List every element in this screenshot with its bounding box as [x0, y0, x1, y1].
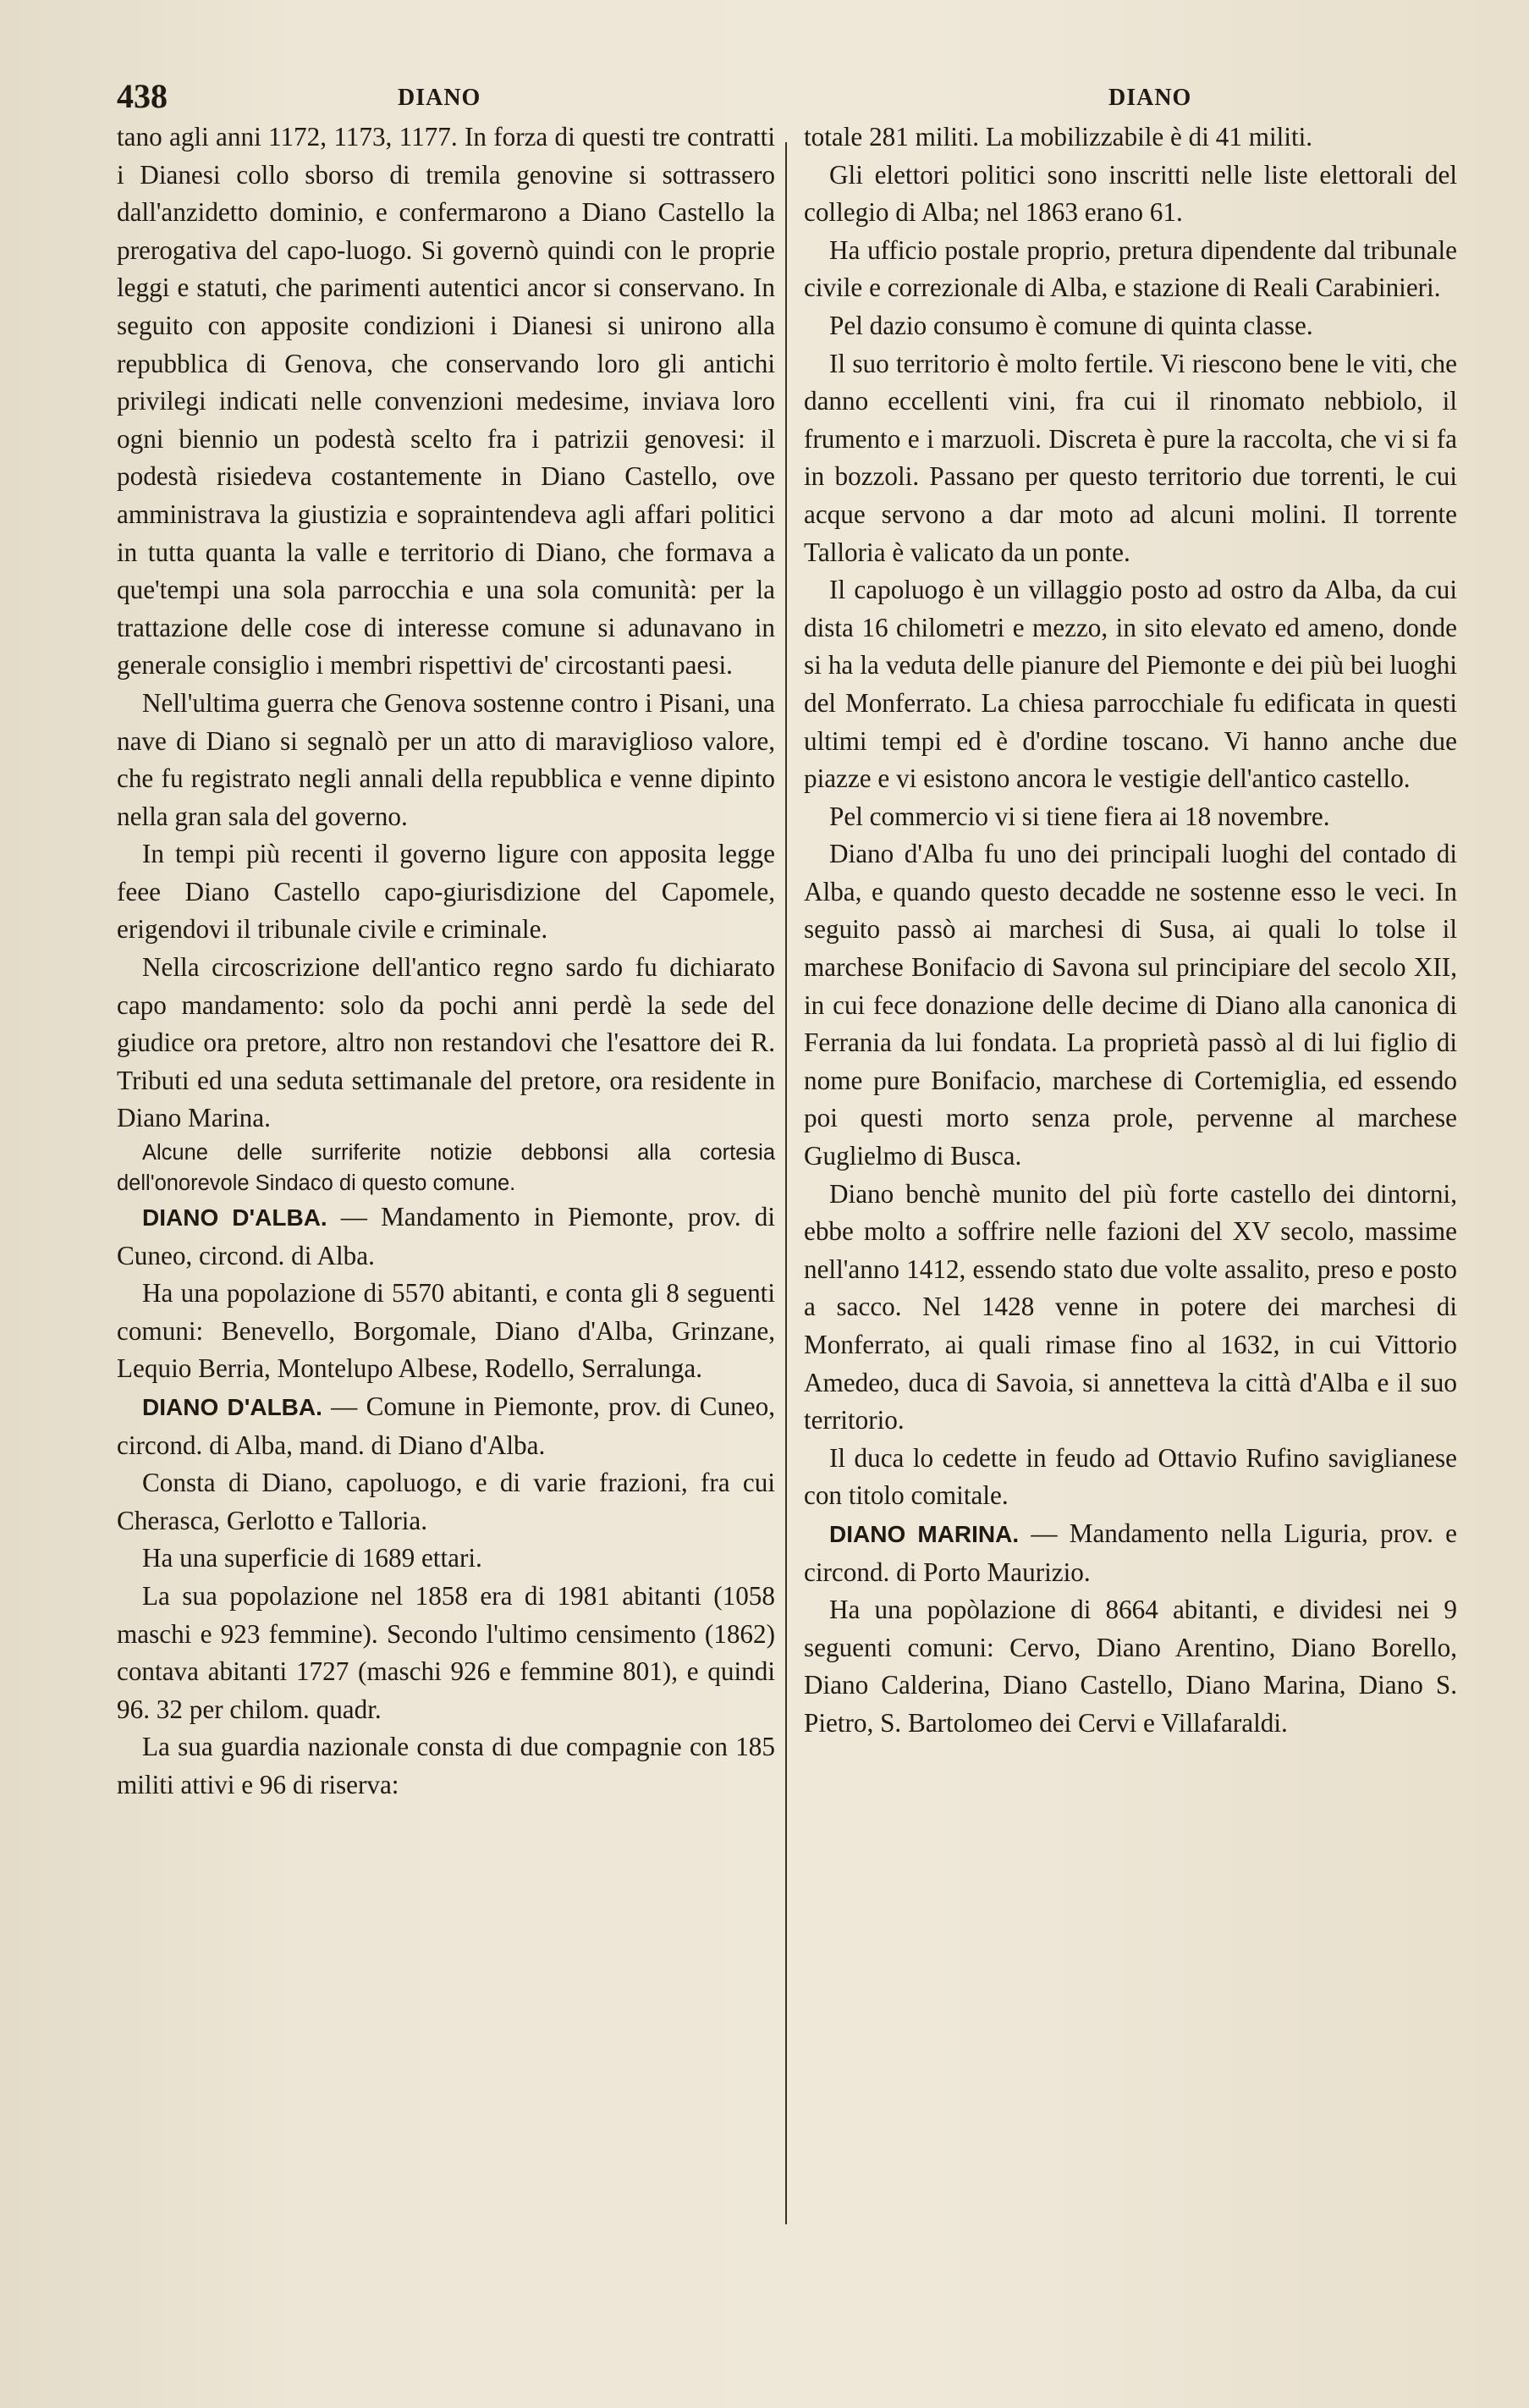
- page-number: 438: [117, 77, 168, 115]
- paragraph: Il duca lo cedette in feudo ad Ottavio Rufino saviglianese con titolo comitale.: [804, 1442, 1457, 1511]
- right-column: [804, 118, 1457, 1743]
- paragraph: Diano d'Alba fu uno dei principali luoghi del contado di Alba, e quando questo decadde ne sostenne esso le veci. In seguito passò ai marchesi di Susa, ai quali lo tolse il marchese Bonifacio di Savona sul principiare del secolo XII, in cui fece donazione delle decime di Diano alla canonica di Ferrania da lui fondata. La proprietà passò al di lui figlio di nome pure Bonifacio, marchese di Cortemiglia, ed essendo poi questi morto senza prole, pervenne al marchese Guglielmo di Busca.: [804, 839, 1457, 1171]
- footnote: Alcune delle surriferite notizie debbonsi alla cortesia dell'onorevole Sindaco di questo comune.: [117, 1141, 775, 1196]
- entry-paragraph: DIANO MARINA. — Mandamento nella Liguria, prov. e circond. di Porto Maurizio.: [804, 1518, 1457, 1587]
- paragraph: La sua guardia nazionale consta di due compagnie con 185 militi attivi e 96 di riserva:: [117, 1732, 775, 1799]
- paragraph: La sua popolazione nel 1858 era di 1981 abitanti (1058 maschi e 923 femmine). Secondo l'ultimo censimento (1862) contava abitanti 1727 (maschi 926 e femmine 801), e quindi 96. 32 per chilom. quadr.: [117, 1580, 775, 1724]
- column-divider: [785, 142, 787, 2224]
- paragraph: Il suo territorio è molto fertile. Vi riescono bene le viti, che danno eccellenti vini, fra cui il rinomato nebbiolo, il frumento e i marzuoli. Discreta è pure la raccolta, che vi si fa in bozzoli. Passano per questo territorio due torrenti, le cui acque servono a dar moto ad alcuni molini. Il torrente Talloria è valicato da un ponte.: [804, 348, 1457, 567]
- left-column: [117, 118, 775, 1805]
- paragraph: In tempi più recenti il governo ligure con apposita legge feee Diano Castello capo-giurisdizione del Capomele, erigendovi il tribunale civile e criminale.: [117, 839, 775, 945]
- paragraph: totale 281 militi. La mobilizzabile è di 41 militi.: [804, 122, 1313, 152]
- paragraph: Ha una superficie di 1689 ettari.: [142, 1543, 482, 1573]
- paragraph: Nella circoscrizione dell'antico regno sardo fu dichiarato capo mandamento: solo da pochi anni perdè la sede del giudice ora pretore, altro non restandovi che l'esattore dei R. Tributi ed una seduta settimanale del pretore, ora residente in Diano Marina.: [117, 952, 775, 1133]
- paragraph: Gli elettori politici sono inscritti nelle liste elettorali del collegio di Alba; nel 1863 erano 61.: [804, 159, 1457, 228]
- paragraph: Il capoluogo è un villaggio posto ad ostro da Alba, da cui dista 16 chilometri e mezzo, in sito elevato ed ameno, donde si ha la veduta delle pianure del Piemonte e dei più bei luoghi del Monferrato. La chiesa parrocchiale fu edificata in questi ultimi tempi ed è d'ordine toscano. Vi hanno anche due piazze e vi esistono ancora le vestigie dell'antico castello.: [804, 575, 1457, 794]
- paragraph: Consta di Diano, capoluogo, e di varie frazioni, fra cui Cherasca, Gerlotto e Talloria.: [117, 1468, 775, 1535]
- entry-heading: DIANO D'ALBA.: [142, 1204, 327, 1232]
- entry-heading: DIANO MARINA.: [829, 1520, 1020, 1547]
- paragraph: tano agli anni 1172, 1173, 1177. In forza di questi tre contratti i Dianesi collo sborso di tremila genovine si sottrassero dall'anzidetto dominio, e confermarono a Diano Castello la prerogativa del capo-luogo. Si governò quindi con le proprie leggi e statuti, che parimenti autentici ancor si conservano. In seguito con apposite condizioni i Dianesi si unirono alla repubblica di Genova, che conservando loro gli antichi privilegi indicati nelle convenzioni medesime, inviava loro ogni biennio un podestà scelto fra i patrizii genovesi: il podestà risiedeva costantemente in Diano Castello, ove amministrava la giustizia e sopraintendeva agli affari politici in tutta quanta la valle e territorio di Diano, che formava a que'tempi una sola parrocchia e una sola comunità: per la trattazione delle cose di interesse comune si adunavano in generale consiglio i membri rispettivi de' circostanti paesi.: [117, 122, 775, 681]
- paragraph: Diano benchè munito del più forte castello dei dintorni, ebbe molto a soffrire nelle fazioni del XV secolo, massime nell'anno 1412, essendo stato due volte assalito, preso e posto a sacco. Nel 1428 venne in potere dei marchesi di Monferrato, ai quali rimase fino al 1632, in cui Vittorio Amedeo, duca di Savoia, si annetteva la città d'Alba e il suo territorio.: [804, 1178, 1457, 1435]
- paragraph: Ha una popòlazione di 8664 abitanti, e dividesi nei 9 seguenti comuni: Cervo, Diano Arentino, Diano Borello, Diano Calderina, Diano Castello, Diano Marina, Diano S. Pietro, S. Bartolomeo dei Cervi e Villafaraldi.: [804, 1595, 1457, 1738]
- running-head-right: DIANO: [1108, 85, 1192, 111]
- paragraph: Pel dazio consumo è comune di quinta classe.: [829, 310, 1313, 340]
- entry-heading: DIANO D'ALBA.: [142, 1394, 322, 1420]
- paragraph: Nell'ultima guerra che Genova sostenne contro i Pisani, una nave di Diano si segnalò per un atto di maraviglioso valore, che fu registrato negli annali della repubblica e venne dipinto nella gran sala del governo.: [117, 687, 775, 831]
- paragraph: Ha ufficio postale proprio, pretura dipendente dal tribunale civile e correzionale di Alba, e stazione di Reali Carabinieri.: [804, 234, 1457, 303]
- entry-paragraph: DIANO D'ALBA. — Mandamento in Piemonte, prov. di Cuneo, circond. di Alba.: [117, 1202, 775, 1270]
- paragraph: Ha una popolazione di 5570 abitanti, e conta gli 8 seguenti comuni: Benevello, Borgomale, Diano d'Alba, Grinzane, Lequio Berria, Montelupo Albese, Rodello, Serralunga.: [117, 1278, 775, 1384]
- entry-paragraph: DIANO D'ALBA. — Comune in Piemonte, prov. di Cuneo, circond. di Alba, mand. di Diano d'Alba.: [117, 1391, 775, 1460]
- running-head-left: DIANO: [398, 85, 481, 111]
- paragraph: Pel commercio vi si tiene fiera ai 18 novembre.: [829, 801, 1330, 831]
